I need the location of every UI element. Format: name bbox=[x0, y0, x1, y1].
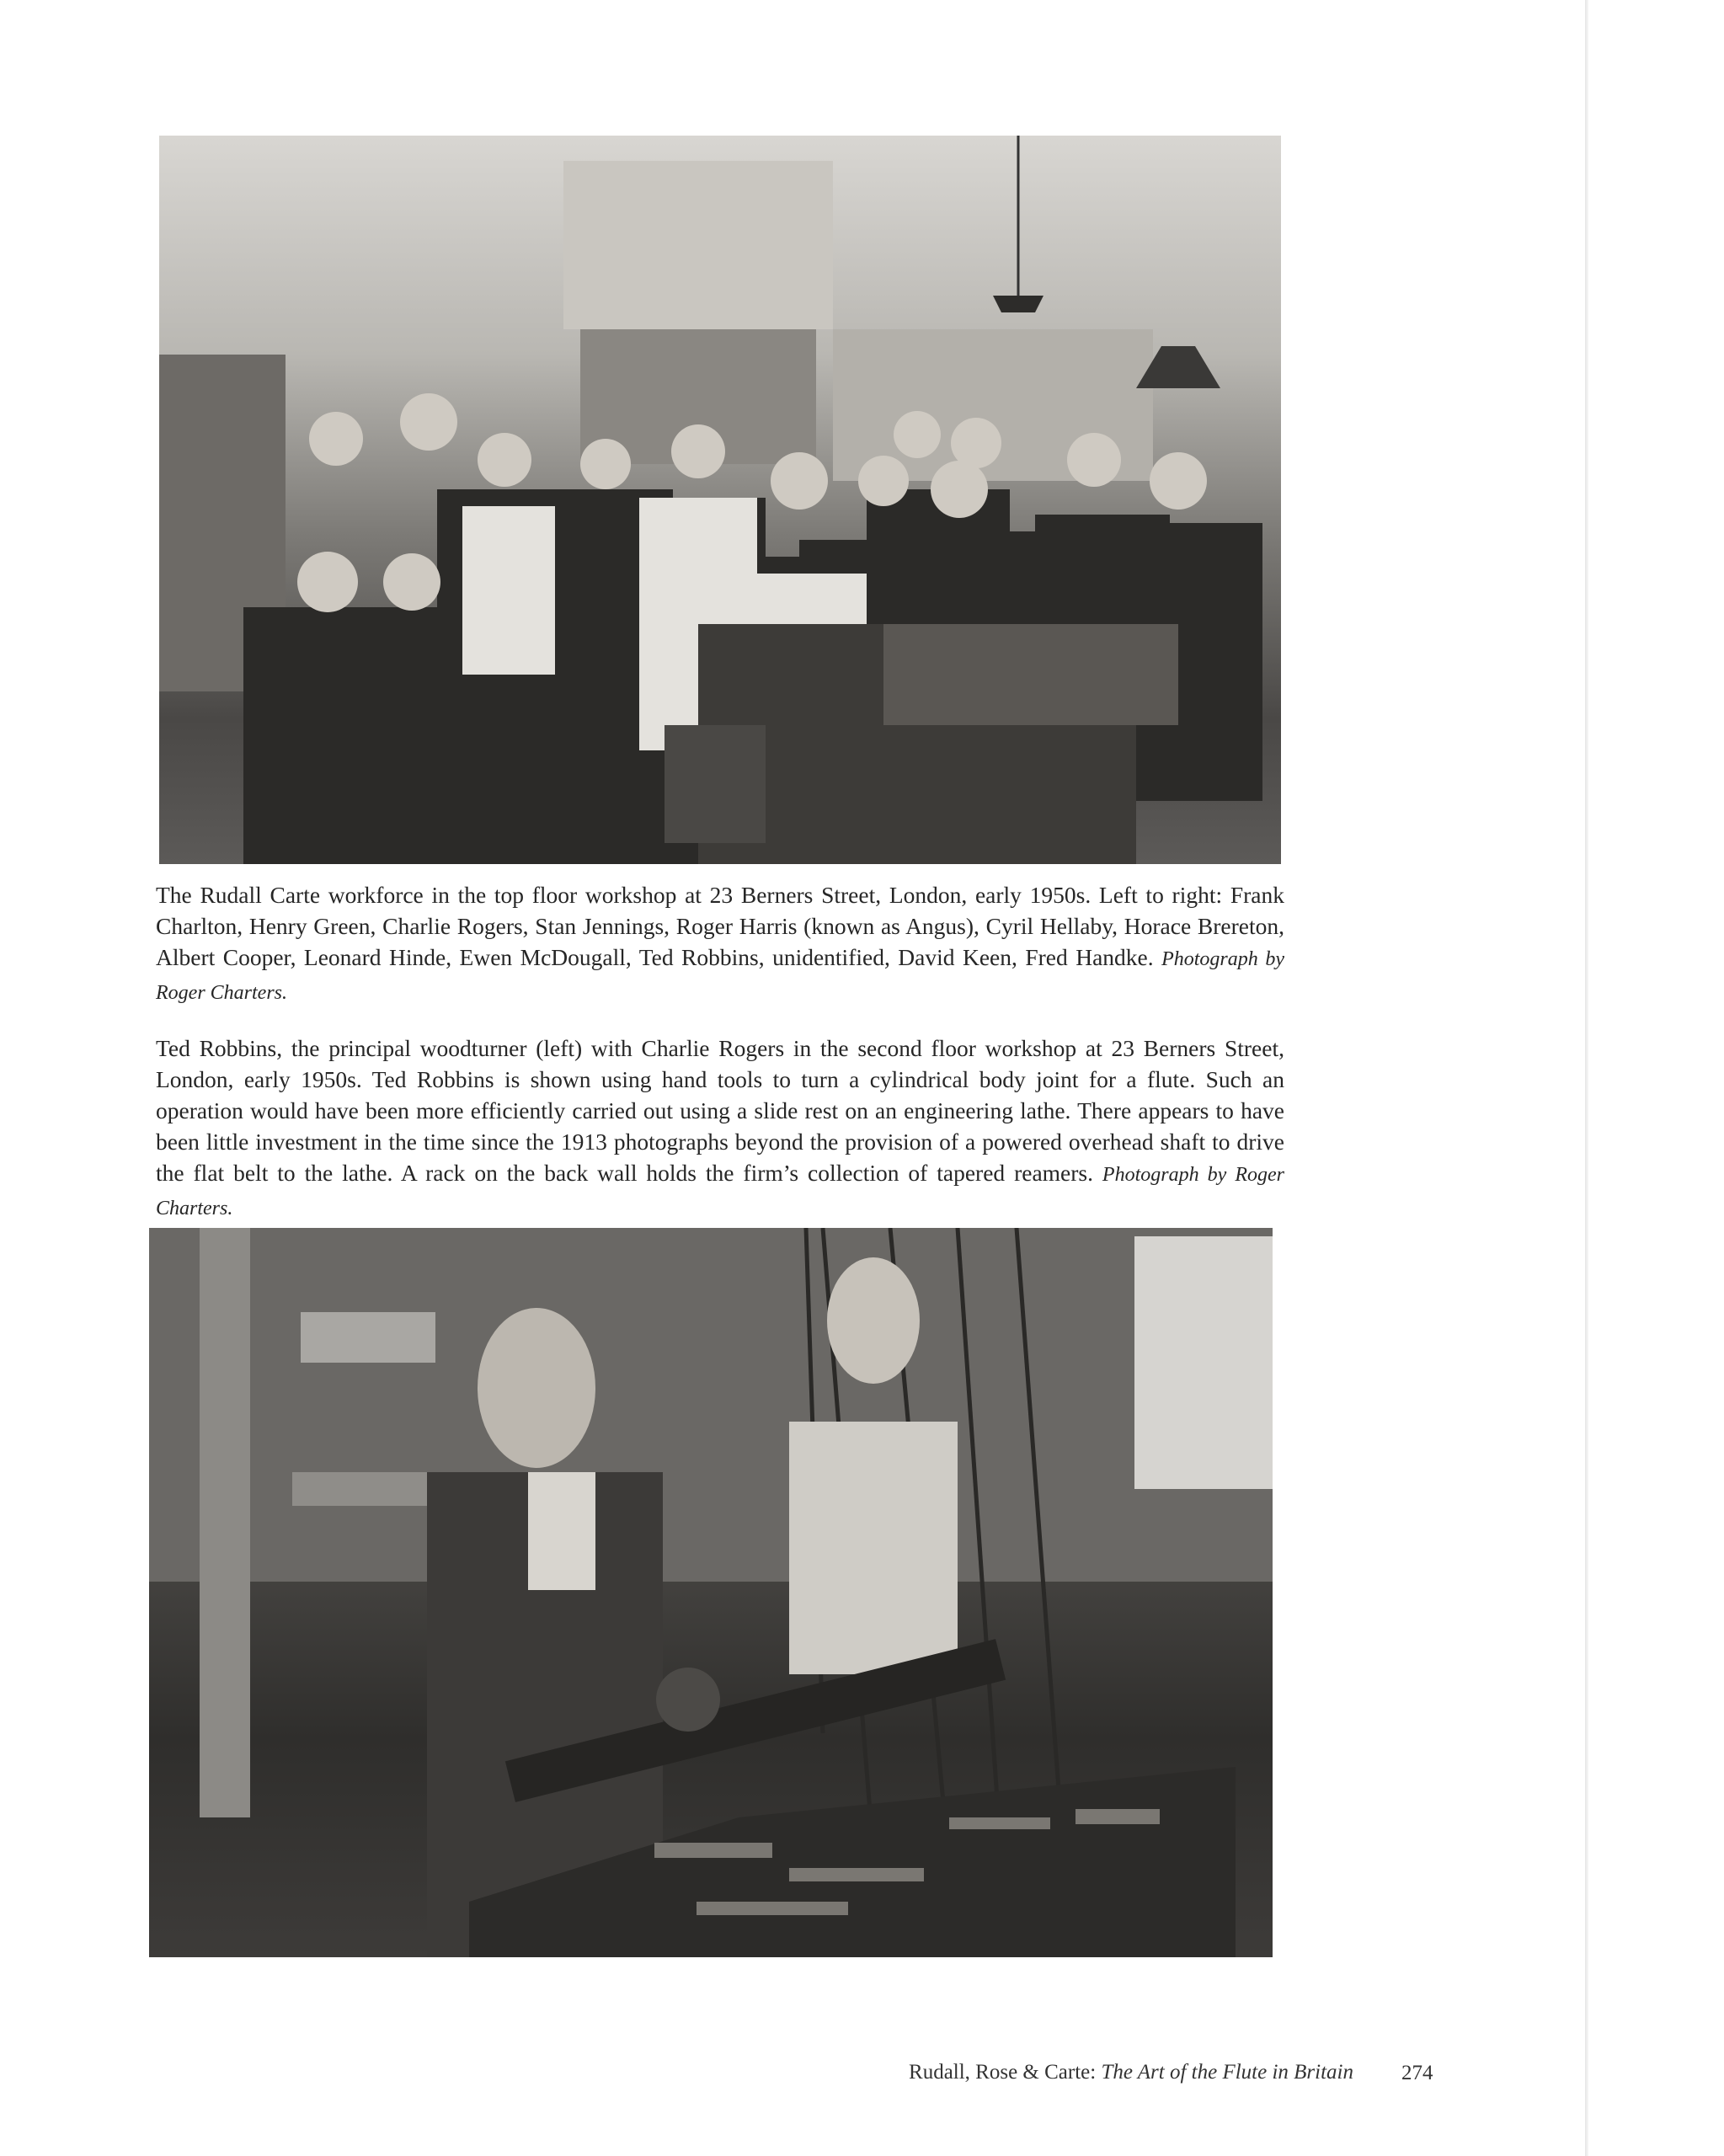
footer-title-italic: The Art of the Flute in Britain bbox=[1101, 2061, 1353, 2084]
workforce-group-photo bbox=[159, 136, 1281, 864]
photo-credit: Photograph by Roger Charters. bbox=[156, 1164, 1284, 1219]
page-number: 274 bbox=[1401, 2062, 1433, 2084]
caption-woodturner bbox=[156, 1033, 1284, 1225]
running-footer-title bbox=[909, 2061, 1353, 2084]
page-edge bbox=[1585, 0, 1588, 2156]
caption-workforce-text: The Rudall Carte workforce in the top floor workshop at 23 Berners Street, London, early 1950s. Left to right: Frank Charlton, Henry Green, Charlie Rogers, Stan Jennings, Roger Harris (known as Angus), Cyril Hellaby, Horace Brereton, Albert Cooper, Leonard Hinde, Ewen McDougall, Ted Robbins, unidentified, David Keen, Fred Handke. bbox=[156, 882, 1284, 970]
photo-credit: Photograph by Roger Charters. bbox=[156, 948, 1284, 1004]
caption-woodturner-text: Ted Robbins, the principal woodturner (left) with Charlie Rogers in the second floor workshop at 23 Berners Street, London, early 1950s. Ted Robbins is shown using hand tools to turn a cylindrical body joint for a flute. Such an operation would have been more efficiently carried out using a slide rest on an engineering lathe. There appears to have been little investment in the time since the 1913 photographs beyond the provision of a powered overhead shaft to drive the flat belt to the lathe. A rack on the back wall holds the firm’s collection of tapered reamers. bbox=[156, 1035, 1284, 1186]
woodturner-lathe-photo bbox=[149, 1228, 1273, 1957]
caption-workforce bbox=[156, 879, 1284, 1009]
footer-title-prefix: Rudall, Rose & Carte: bbox=[909, 2061, 1097, 2084]
